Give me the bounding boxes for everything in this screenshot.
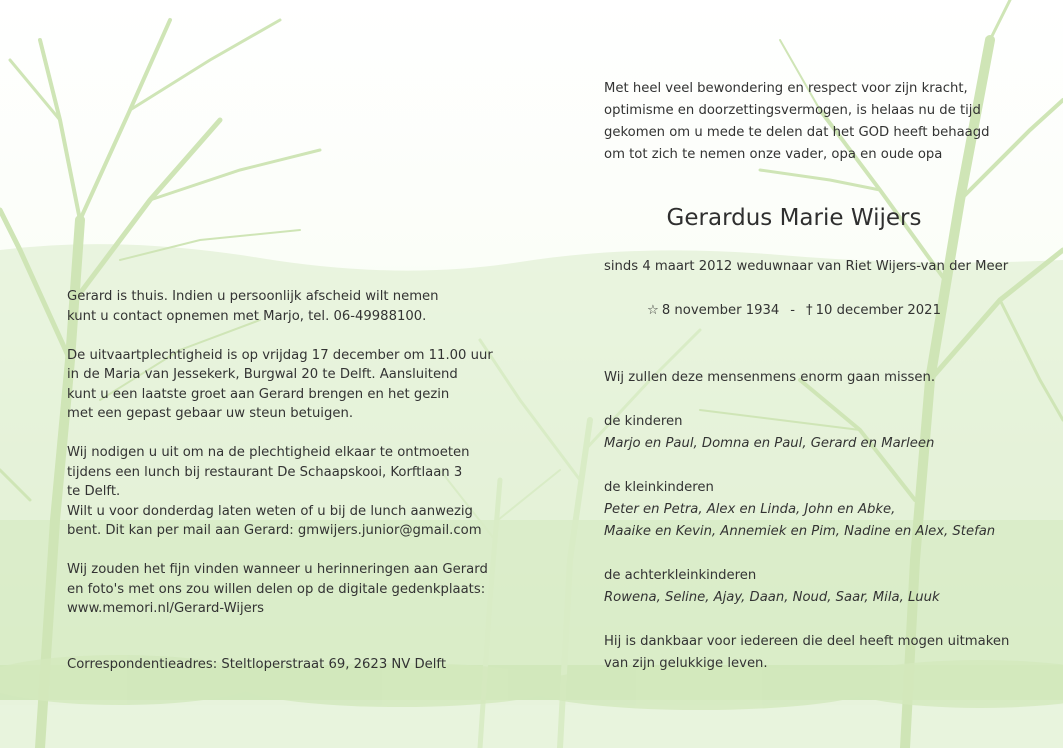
text-line: om tot zich te nemen onze vader, opa en oude opa — [604, 147, 943, 162]
closing-line: van zijn gelukkige leven. — [604, 656, 768, 671]
grandchildren-names: Peter en Petra, Alex en Linda, John en Abke, — [604, 502, 896, 517]
text-line: te Delft. — [67, 484, 121, 499]
text-line: Wij zouden het fijn vinden wanneer u herinneringen aan Gerard — [67, 562, 488, 577]
text-line: in de Maria van Jessekerk, Burgwal 20 te Delft. Aansluitend — [67, 367, 458, 382]
star-icon: ☆ — [647, 303, 659, 318]
text-line: kunt u contact opnemen met Marjo, tel. 06-49988100. — [67, 308, 427, 324]
death-date: 10 december 2021 — [815, 303, 941, 318]
children-names: Marjo en Paul, Domna en Paul, Gerard en Marleen — [604, 436, 935, 451]
correspondence-address: Correspondentieadres: Steltloperstraat 69, 2623 NV Delft — [67, 657, 446, 672]
text-line: De uitvaartplechtigheid is op vrijdag 17 december om 11.00 uur — [67, 347, 493, 363]
memorial-website-link[interactable]: www.memori.nl/Gerard-Wijers — [67, 601, 265, 616]
deceased-name: Gerardus Marie Wijers — [666, 205, 922, 231]
life-dates — [604, 301, 984, 321]
text-line: bent. Dit kan per mail aan Gerard: gmwijers.junior@gmail.com — [67, 523, 482, 538]
cross-icon: † — [806, 303, 813, 318]
grandchildren-label: de kleinkinderen — [604, 480, 714, 495]
left-column — [67, 287, 507, 675]
text-line: en foto's met ons zou willen delen op de digitale gedenkplaats: — [67, 581, 486, 597]
text-line: optimisme en doorzettingsvermogen, is helaas nu de tijd — [604, 103, 981, 118]
text-line: tijdens een lunch bij restaurant De Schaapskooi, Korftlaan 3 — [67, 464, 463, 480]
text-line: Met heel veel bewondering en respect voor zijn kracht, — [604, 81, 968, 96]
text-line: Wilt u voor donderdag laten weten of u bij de lunch aanwezig — [67, 503, 473, 519]
text-line: kunt u een laatste groet aan Gerard brengen en het gezin — [67, 386, 450, 402]
greatgrandchildren-names: Rowena, Seline, Ajay, Daan, Noud, Saar, Mila, Luuk — [604, 590, 940, 605]
closing-line: Hij is dankbaar voor iedereen die deel heeft mogen uitmaken — [604, 634, 1010, 649]
text-line: gekomen om u mede te delen dat het GOD heeft behaagd — [604, 125, 990, 140]
greatgrandchildren-label: de achterkleinkinderen — [604, 568, 757, 583]
text-line: met een gepast gebaar uw steun betuigen. — [67, 406, 354, 421]
grandchildren-names: Maaike en Kevin, Annemiek en Pim, Nadine en Alex, Stefan — [604, 524, 996, 539]
widower-line: sinds 4 maart 2012 weduwnaar van Riet Wijers-van der Meer — [604, 259, 1009, 274]
date-separator: - — [790, 303, 796, 318]
miss-line: Wij zullen deze mensenmens enorm gaan missen. — [604, 370, 936, 385]
text-line: Gerard is thuis. Indien u persoonlijk afscheid wilt nemen — [67, 289, 439, 304]
intro-block — [604, 78, 1044, 166]
text-line: Wij nodigen u uit om na de plechtigheid elkaar te ontmoeten — [67, 445, 470, 460]
family-block — [604, 367, 1009, 675]
birth-date: 8 november 1934 — [661, 303, 780, 318]
children-label: de kinderen — [604, 414, 683, 429]
